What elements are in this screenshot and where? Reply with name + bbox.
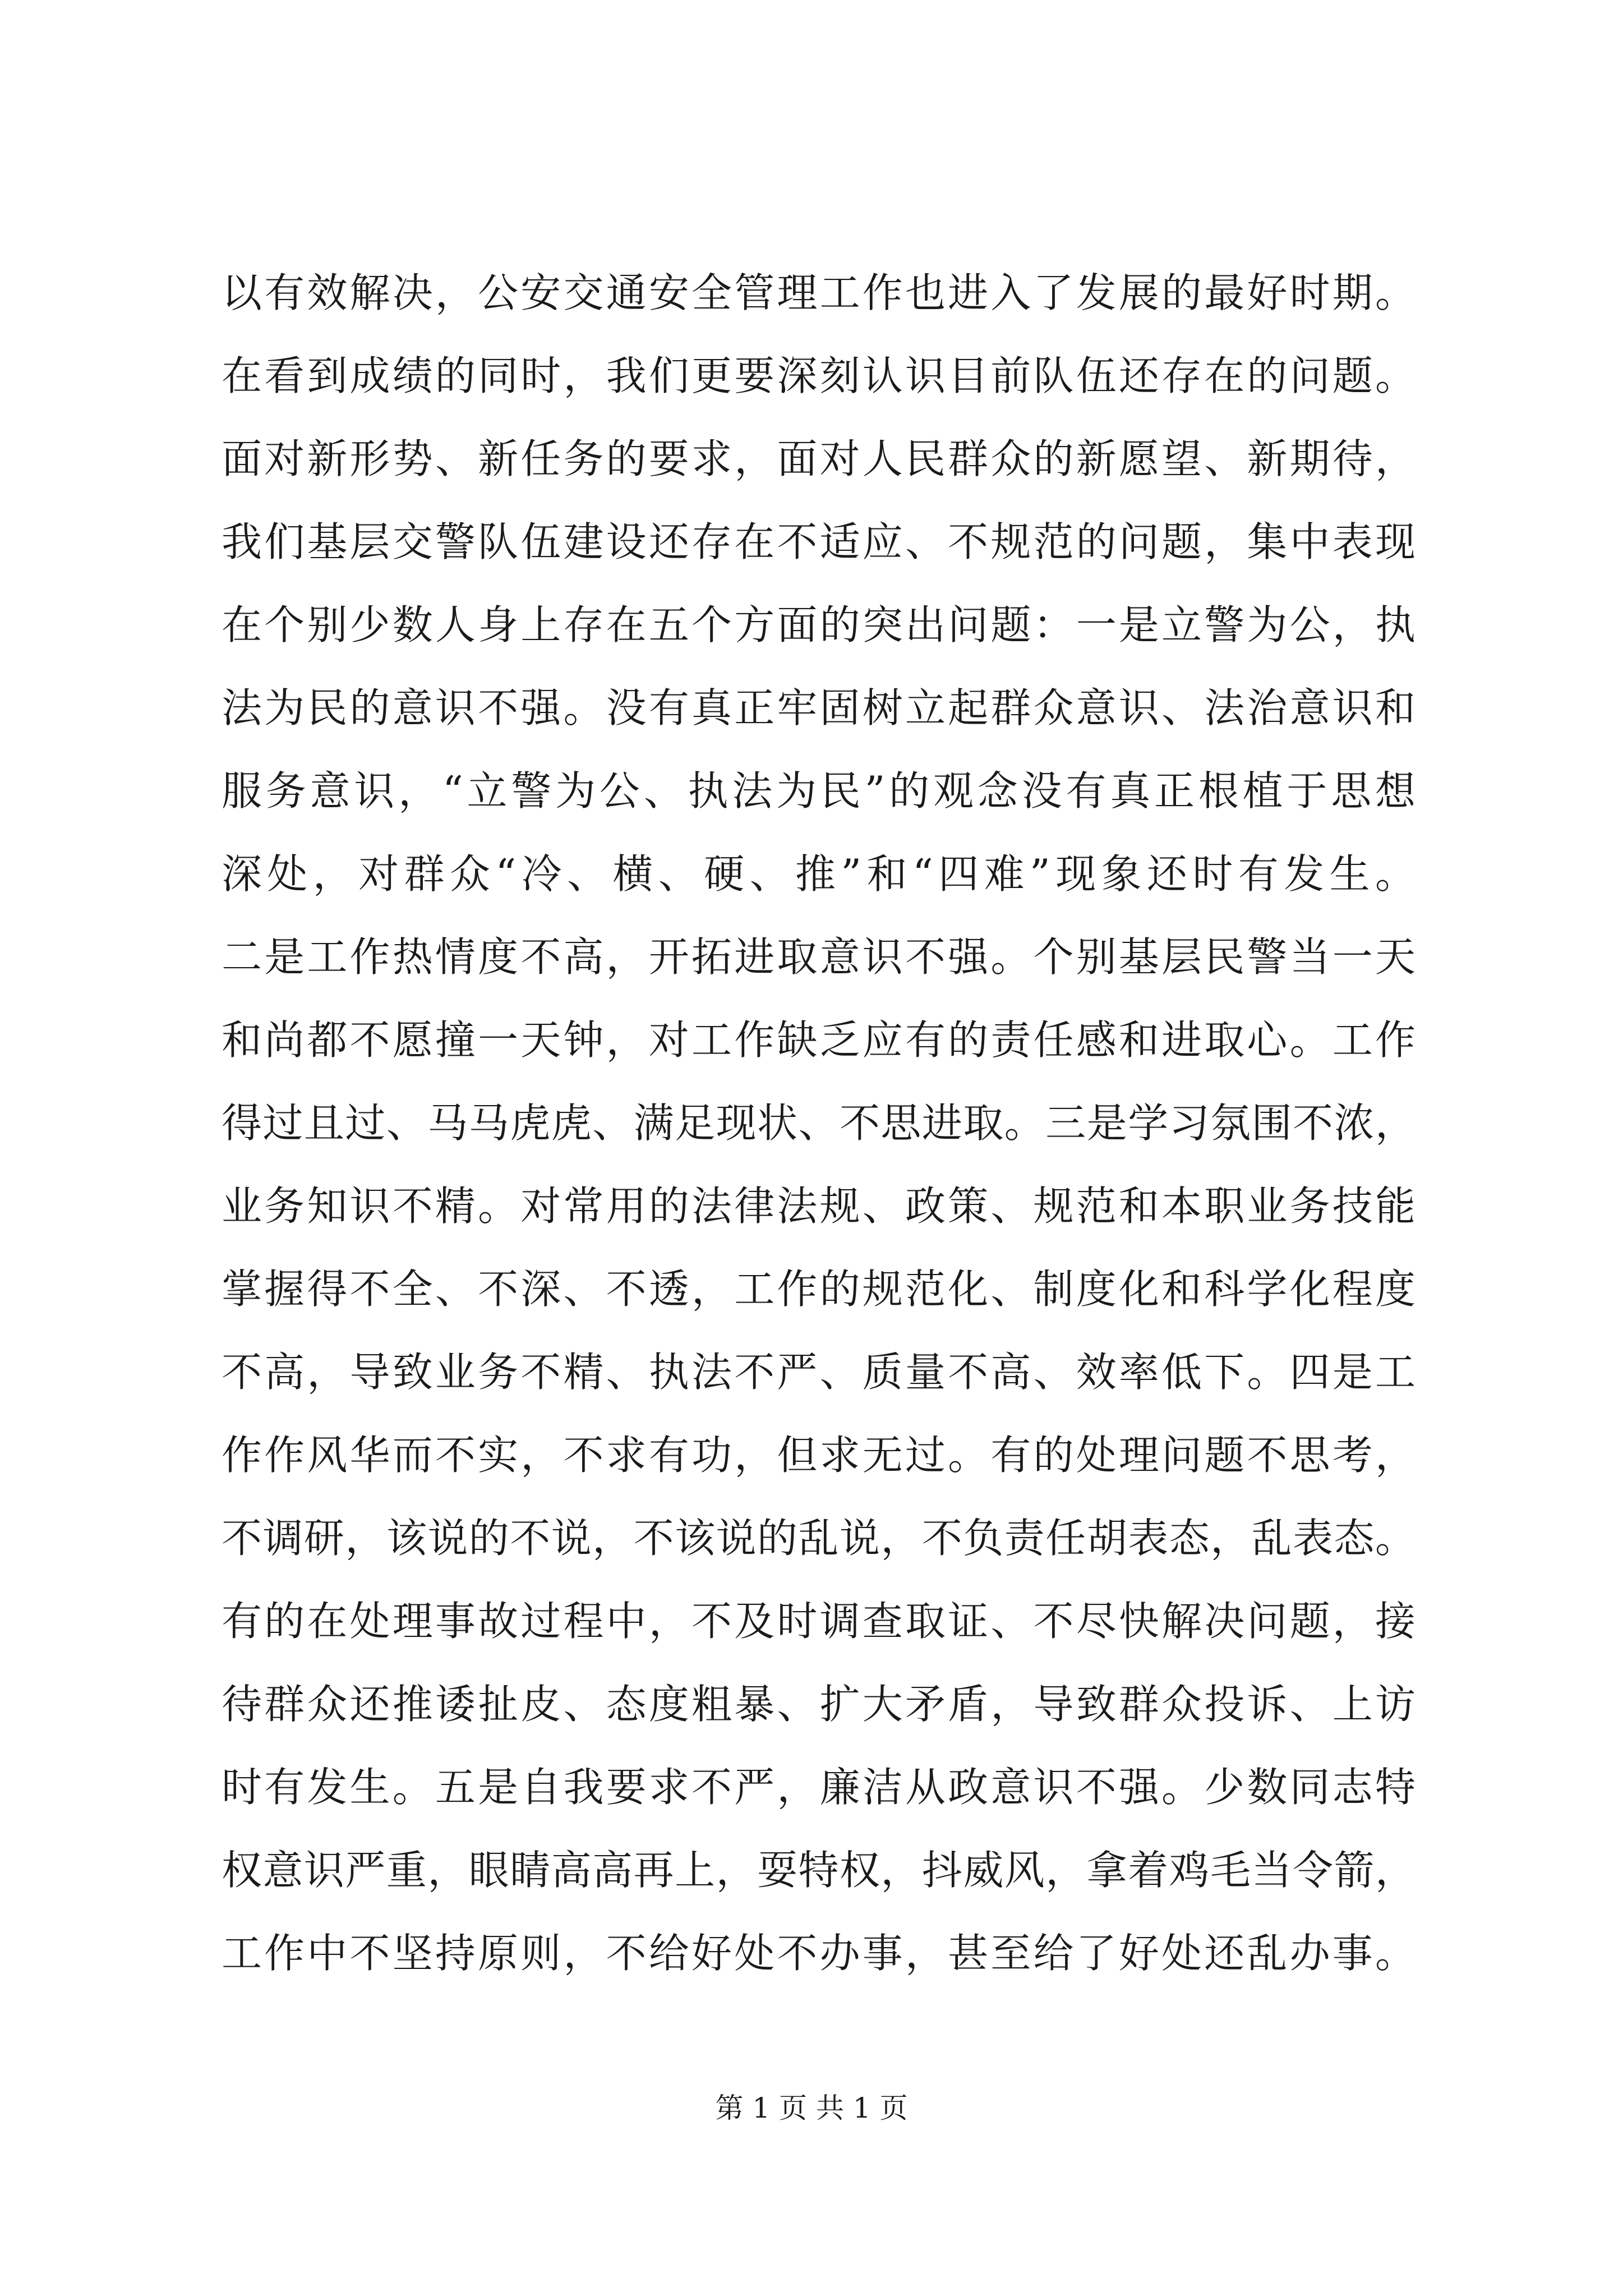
text-line: 面对新形势、新任务的要求，面对人民群众的新愿望、新期待，	[222, 435, 1416, 482]
text-line: 掌握得不全、不深、不透，工作的规范化、制度化和科学化程度	[222, 1266, 1416, 1313]
text-line: 得过且过、马马虎虎、满足现状、不思进取。三是学习氛围不浓，	[222, 1099, 1416, 1147]
text-line: 深处，对群众“冷、横、硬、推”和“四难”现象还时有发生。	[222, 850, 1416, 898]
text-line: 工作中不坚持原则，不给好处不办事，甚至给了好处还乱办事。	[222, 1930, 1416, 1977]
page-footer	[0, 2091, 1623, 2125]
text-line: 不高，导致业务不精、执法不严、质量不高、效率低下。四是工	[222, 1349, 1416, 1396]
text-line: 待群众还推诿扯皮、态度粗暴、扩大矛盾，导致群众投诉、上访	[222, 1681, 1416, 1728]
text-line: 在个别少数人身上存在五个方面的突出问题：一是立警为公，执	[222, 601, 1416, 648]
text-line: 和尚都不愿撞一天钟，对工作缺乏应有的责任感和进取心。工作	[222, 1016, 1416, 1064]
text-line: 业务知识不精。对常用的法律法规、政策、规范和本职业务技能	[222, 1182, 1416, 1230]
text-line: 有的在处理事故过程中，不及时调查取证、不尽快解决问题，接	[222, 1598, 1416, 1645]
text-line: 不调研，该说的不说，不该说的乱说，不负责任胡表态，乱表态。	[222, 1515, 1416, 1562]
text-line: 权意识严重，眼睛高高再上，耍特权，抖威风，拿着鸡毛当令箭，	[222, 1847, 1416, 1894]
text-line: 二是工作热情度不高，开拓进取意识不强。个别基层民警当一天	[222, 933, 1416, 981]
text-line: 以有效解决，公安交通安全管理工作也进入了发展的最好时期。	[222, 269, 1416, 316]
text-line: 服务意识，“立警为公、执法为民”的观念没有真正根植于思想	[222, 767, 1416, 815]
text-line: 时有发生。五是自我要求不严，廉洁从政意识不强。少数同志特	[222, 1764, 1416, 1811]
text-line: 作作风华而不实，不求有功，但求无过。有的处理问题不思考，	[222, 1432, 1416, 1479]
text-line: 我们基层交警队伍建设还存在不适应、不规范的问题，集中表现	[222, 518, 1416, 565]
body-text	[222, 251, 1416, 1995]
text-line: 在看到成绩的同时，我们更要深刻认识目前队伍还存在的问题。	[222, 352, 1416, 399]
text-line: 法为民的意识不强。没有真正牢固树立起群众意识、法治意识和	[222, 684, 1416, 731]
page-number-label: 第 1 页 共 1 页	[715, 2092, 908, 2124]
